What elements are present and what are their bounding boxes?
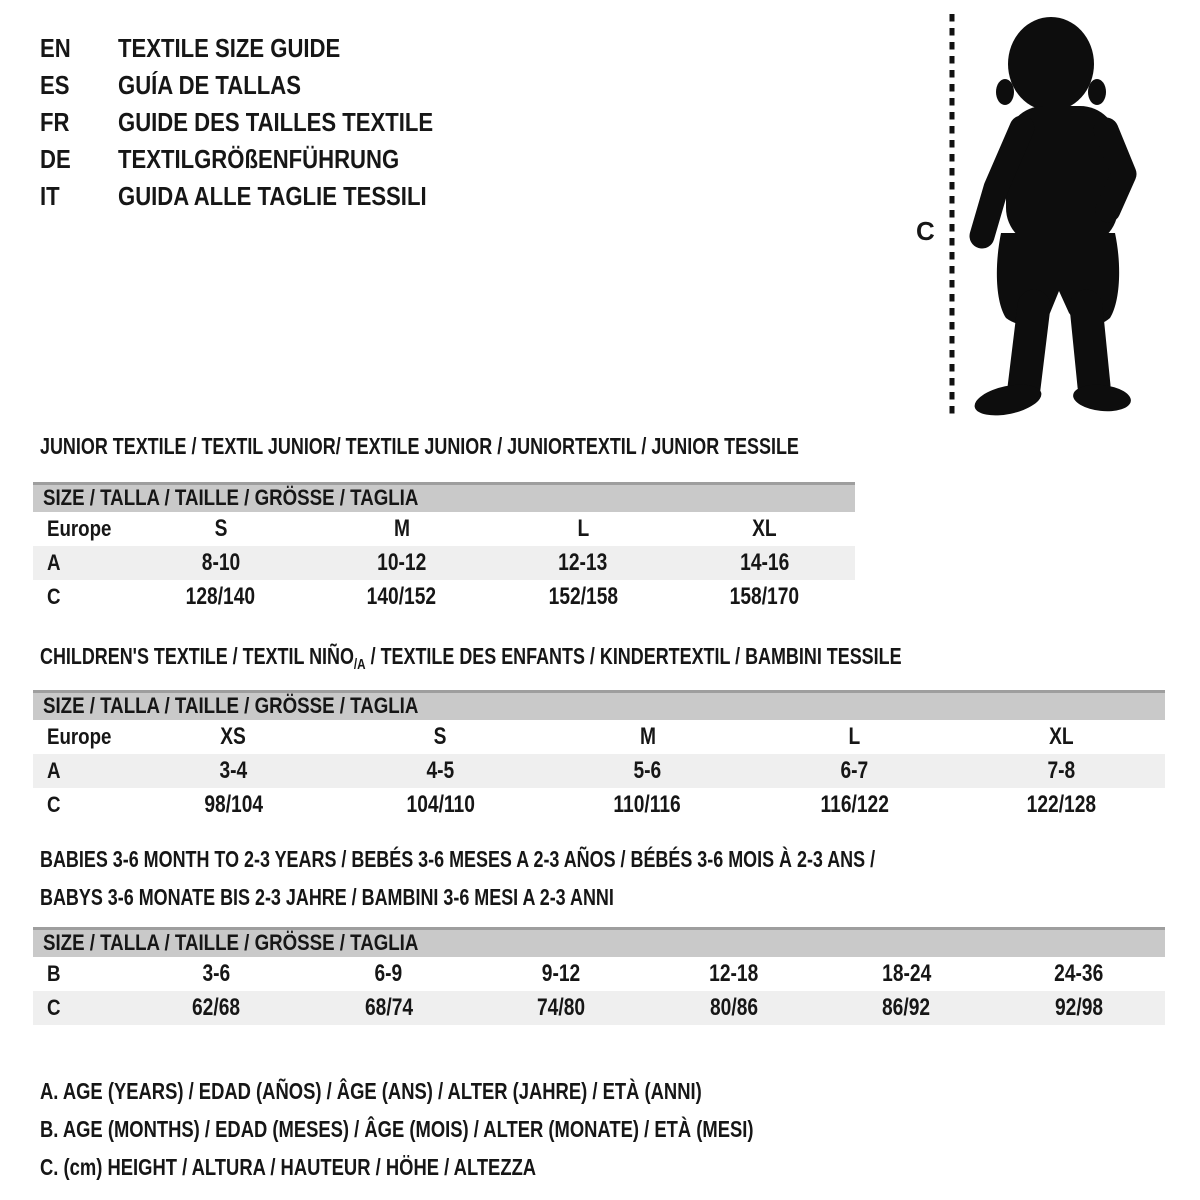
row-label-text: Europe xyxy=(47,724,112,749)
value-cell xyxy=(648,994,821,1022)
value-cell xyxy=(337,757,544,785)
legend-line-a xyxy=(40,1072,932,1110)
value-cell xyxy=(674,583,855,611)
size-cell xyxy=(337,723,544,751)
value-cell-text: 12-13 xyxy=(558,549,608,576)
value-cell xyxy=(820,960,993,988)
size-cell-text: M xyxy=(393,515,410,542)
row-label-text: A xyxy=(47,550,61,575)
language-row-es xyxy=(40,67,489,104)
row-label-text: Europe xyxy=(47,516,112,541)
babies-section-title xyxy=(40,840,1111,916)
babies-title-line-1 xyxy=(40,840,1111,878)
language-code xyxy=(40,107,118,138)
value-cell-text: 14-16 xyxy=(739,549,789,576)
language-code xyxy=(40,33,118,64)
babies-title-line-2 xyxy=(40,878,1111,916)
guide-title-text: TEXTILE SIZE GUIDE xyxy=(118,33,341,63)
row-label xyxy=(33,724,130,750)
guide-title xyxy=(118,107,489,138)
guide-title-text: GUIDE DES TAILLES TEXTILE xyxy=(118,107,434,137)
language-title-block xyxy=(40,30,489,215)
value-cell xyxy=(130,549,311,577)
silhouette-ear-right xyxy=(1088,79,1106,105)
size-cell xyxy=(544,723,751,751)
legend-line-b-text: B. AGE (MONTHS) / EDAD (MESES) / ÂGE (MOIS) / ALTER (MONATE) / ETÀ (MESI) xyxy=(40,1116,754,1142)
value-cell-text: 92/98 xyxy=(1054,994,1103,1021)
row-label xyxy=(33,758,130,784)
size-cell xyxy=(958,723,1165,751)
value-cell xyxy=(130,960,303,988)
size-header-bar xyxy=(33,690,1165,720)
language-code-text: IT xyxy=(40,181,60,211)
title-subscript: /A xyxy=(353,656,366,673)
value-cell xyxy=(993,994,1166,1022)
value-cell xyxy=(958,791,1165,819)
language-code xyxy=(40,144,118,175)
language-row-it xyxy=(40,178,489,215)
value-cell-text: 24-36 xyxy=(1054,960,1104,987)
row-label xyxy=(33,995,130,1021)
table-row-europe xyxy=(33,512,855,546)
size-header-bar xyxy=(33,927,1165,957)
size-cell xyxy=(130,723,337,751)
value-cell-text: 62/68 xyxy=(192,994,241,1021)
value-cell xyxy=(130,791,337,819)
language-code-text: DE xyxy=(40,144,71,174)
size-cell-text: L xyxy=(577,515,589,542)
value-cell xyxy=(493,583,674,611)
size-cell xyxy=(130,515,311,543)
guide-title-text: TEXTILGRÖßENFÜHRUNG xyxy=(118,144,400,174)
value-cell xyxy=(130,583,311,611)
value-cell-text: 18-24 xyxy=(881,960,931,987)
table-row-height-cm xyxy=(33,788,1165,822)
row-label-text: A xyxy=(47,758,61,783)
childrens-section-title xyxy=(40,637,1145,684)
guide-title xyxy=(118,70,333,101)
value-cell xyxy=(544,791,751,819)
value-cell-text: 86/92 xyxy=(882,994,931,1021)
value-cell-text: 3-6 xyxy=(202,960,231,987)
language-code-text: FR xyxy=(40,107,70,137)
language-code-text: ES xyxy=(40,70,70,100)
size-cell xyxy=(751,723,958,751)
size-cell-text: S xyxy=(434,723,447,750)
silhouette-ear-left xyxy=(996,79,1014,105)
row-label xyxy=(33,961,130,987)
value-cell xyxy=(958,757,1165,785)
value-cell-text: 122/128 xyxy=(1026,791,1097,818)
value-cell xyxy=(648,960,821,988)
value-cell-text: 5-6 xyxy=(633,757,662,784)
row-label-text: C xyxy=(47,995,61,1020)
table-row-age-years xyxy=(33,546,855,580)
guide-title-text: GUIDA ALLE TAGLIE TESSILI xyxy=(118,181,427,211)
size-cell xyxy=(674,515,855,543)
babies-title-line2-text: BABYS 3-6 MONATE BIS 2-3 JAHRE / BAMBINI 3-6 MESI A 2-3 ANNI xyxy=(40,884,614,910)
value-cell xyxy=(674,549,855,577)
language-code xyxy=(40,70,118,101)
value-cell-text: 104/110 xyxy=(406,791,475,818)
size-cell-text: S xyxy=(214,515,228,542)
guide-title xyxy=(118,33,379,64)
row-label-text: B xyxy=(47,961,61,986)
size-cell-text: M xyxy=(639,723,656,750)
size-cell-text: L xyxy=(848,723,861,750)
size-cell-text: XL xyxy=(1049,723,1074,750)
row-label xyxy=(33,550,130,576)
size-header-text: SIZE / TALLA / TAILLE / GRÖSSE / TAGLIA xyxy=(43,693,419,718)
value-cell-text: 4-5 xyxy=(426,757,455,784)
value-cell xyxy=(544,757,751,785)
childrens-section-title-text xyxy=(40,637,902,684)
table-row-europe xyxy=(33,720,1165,754)
toddler-silhouette xyxy=(972,17,1132,420)
value-cell xyxy=(993,960,1166,988)
babies-title-line1-text: BABIES 3-6 MONTH TO 2-3 YEARS / BEBÉS 3-6 MESES A 2-3 AÑOS / BÉBÉS 3-6 MOIS À 2-3 ANS / xyxy=(40,846,876,872)
value-cell xyxy=(337,791,544,819)
row-label xyxy=(33,792,130,818)
legend-line-a-text: A. AGE (YEARS) / EDAD (AÑOS) / ÂGE (ANS) / ALTER (JAHRE) / ETÀ (ANNI) xyxy=(40,1078,702,1104)
value-cell-text: 7-8 xyxy=(1047,757,1076,784)
size-header-bar xyxy=(33,482,855,512)
legend-line-b xyxy=(40,1110,932,1148)
silhouette-head xyxy=(1008,17,1094,111)
value-cell xyxy=(475,960,648,988)
size-cell xyxy=(493,515,674,543)
value-cell-text: 9-12 xyxy=(542,960,581,987)
value-cell-text: 80/86 xyxy=(709,994,758,1021)
legend-line-c-text: C. (cm) HEIGHT / ALTURA / HAUTEUR / HÖHE / ALTEZZA xyxy=(40,1154,537,1180)
language-row-de xyxy=(40,141,489,178)
value-cell-text: 110/116 xyxy=(613,791,682,818)
value-cell xyxy=(820,994,993,1022)
guide-title xyxy=(118,181,481,212)
childrens-size-table xyxy=(33,690,1165,822)
silhouette-leg-left xyxy=(1024,306,1034,388)
title-pre: CHILDREN'S TEXTILE / TEXTIL NIÑO xyxy=(40,643,354,669)
height-measure-label: C xyxy=(916,216,935,246)
size-cell-text: XS xyxy=(220,723,247,750)
value-cell-text: 128/140 xyxy=(185,583,256,610)
row-label-text: C xyxy=(47,584,61,609)
value-cell xyxy=(303,960,476,988)
value-cell xyxy=(751,791,958,819)
toddler-silhouette-figure xyxy=(938,8,1158,420)
table-row-height-cm xyxy=(33,991,1165,1025)
value-cell xyxy=(751,757,958,785)
silhouette-leg-right xyxy=(1086,306,1094,386)
value-cell xyxy=(493,549,674,577)
value-cell-text: 98/104 xyxy=(204,791,263,818)
value-cell-text: 68/74 xyxy=(364,994,413,1021)
row-label xyxy=(33,516,130,542)
value-cell-text: 8-10 xyxy=(201,549,240,576)
size-cell xyxy=(311,515,492,543)
table-row-height-cm xyxy=(33,580,855,614)
value-cell xyxy=(311,583,492,611)
junior-section-title-text: JUNIOR TEXTILE / TEXTIL JUNIOR/ TEXTILE JUNIOR / JUNIORTEXTIL / JUNIOR TESSILE xyxy=(40,433,799,459)
language-row-en xyxy=(40,30,489,67)
row-label-text: C xyxy=(47,792,61,817)
size-header-text: SIZE / TALLA / TAILLE / GRÖSSE / TAGLIA xyxy=(43,930,419,955)
title-post: / TEXTILE DES ENFANTS / KINDERTEXTIL / BAMBINI TESSILE xyxy=(365,643,902,669)
value-cell xyxy=(475,994,648,1022)
table-row-age-months xyxy=(33,957,1165,991)
value-cell xyxy=(303,994,476,1022)
legend-line-c xyxy=(40,1148,932,1186)
value-cell xyxy=(130,994,303,1022)
guide-title xyxy=(118,144,449,175)
language-code-text: EN xyxy=(40,33,71,63)
junior-size-table xyxy=(33,482,855,614)
value-cell-text: 158/170 xyxy=(729,583,800,610)
value-cell xyxy=(311,549,492,577)
value-cell-text: 116/122 xyxy=(820,791,889,818)
value-cell-text: 140/152 xyxy=(367,583,437,610)
value-cell-text: 12-18 xyxy=(709,960,759,987)
value-cell-text: 3-4 xyxy=(219,757,248,784)
language-row-fr xyxy=(40,104,489,141)
table-row-age-years xyxy=(33,754,1165,788)
junior-section-title xyxy=(40,427,1013,465)
value-cell-text: 74/80 xyxy=(537,994,586,1021)
value-cell-text: 6-7 xyxy=(840,757,869,784)
row-label xyxy=(33,584,130,610)
value-cell xyxy=(130,757,337,785)
size-cell-text: XL xyxy=(752,515,777,542)
guide-title-text: GUÍA DE TALLAS xyxy=(118,70,301,100)
value-cell-text: 152/158 xyxy=(548,583,618,610)
measure-legend xyxy=(40,1072,932,1186)
babies-size-table xyxy=(33,927,1165,1025)
value-cell-text: 6-9 xyxy=(374,960,403,987)
language-code xyxy=(40,181,118,212)
size-header-text: SIZE / TALLA / TAILLE / GRÖSSE / TAGLIA xyxy=(43,485,419,510)
value-cell-text: 10-12 xyxy=(377,549,427,576)
